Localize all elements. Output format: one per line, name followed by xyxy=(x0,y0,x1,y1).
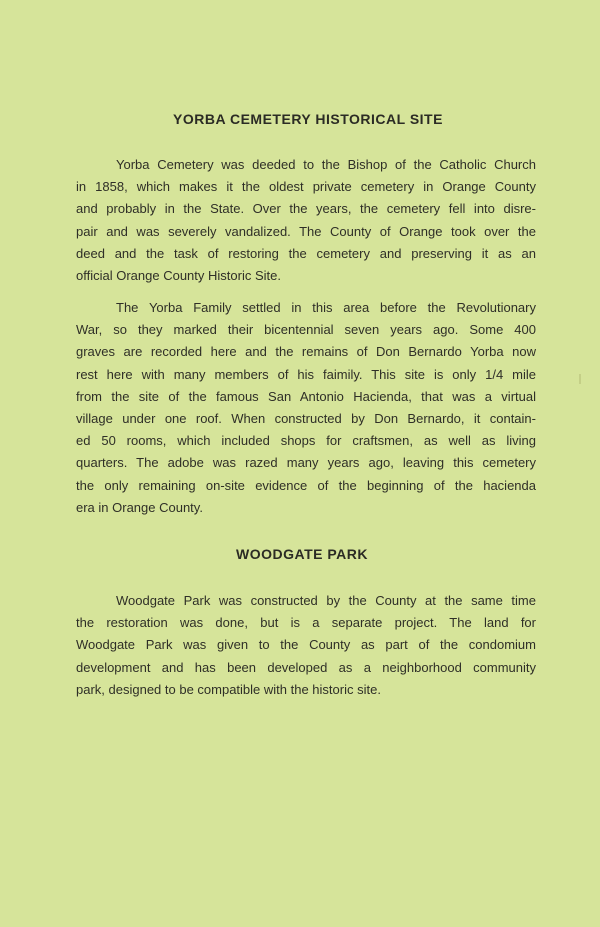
text-line: in 1858, which makes it the oldest private cemetery in Orange County xyxy=(76,179,536,195)
text-line: park, designed to be compatible with the historic site. xyxy=(76,681,381,697)
text-line: village under one roof. When constructed by Don Bernardo, it contain- xyxy=(76,411,536,427)
text-line: the only remaining on-site evidence of the beginning of the hacienda xyxy=(76,477,536,493)
text-line: The Yorba Family settled in this area before the Revolutionary xyxy=(116,300,536,315)
text-line: ed 50 rooms, which included shops for craftsmen, as well as living xyxy=(76,433,536,449)
section-heading-yorba-cemetery: YORBA CEMETERY HISTORICAL SITE xyxy=(173,111,443,127)
text-line: the restoration was done, but is a separate project. The land for xyxy=(76,615,536,631)
paragraph-yorba-family xyxy=(76,297,536,519)
paragraph-woodgate-park xyxy=(76,590,536,701)
text-line: and probably in the State. Over the years, the cemetery fell into disre- xyxy=(76,201,536,217)
text-line: Woodgate Park was constructed by the County at the same time xyxy=(116,593,536,608)
text-line: official Orange County Historic Site. xyxy=(76,268,281,284)
section-heading-woodgate-park: WOODGATE PARK xyxy=(236,546,368,562)
text-line: Yorba Cemetery was deeded to the Bishop of the Catholic Church xyxy=(116,157,536,172)
text-line: from the site of the famous San Antonio Hacienda, that was a virtual xyxy=(76,388,536,404)
text-line: era in Orange County. xyxy=(76,499,203,515)
text-line: quarters. The adobe was razed many years ago, leaving this cemetery xyxy=(76,455,536,471)
text-line: pair and was severely vandalized. The County of Orange took over the xyxy=(76,223,536,239)
text-line: development and has been developed as a neighborhood community xyxy=(76,659,536,675)
text-line: deed and the task of restoring the cemetery and preserving it as an xyxy=(76,245,536,261)
text-line: War, so they marked their bicentennial seven years ago. Some 400 xyxy=(76,322,536,338)
paper-speck xyxy=(579,374,581,384)
text-line: rest here with many members of his faimily. This site is only 1/4 mile xyxy=(76,366,536,382)
text-line: graves are recorded here and the remains of Don Bernardo Yorba now xyxy=(76,344,536,360)
paragraph-cemetery-history xyxy=(76,154,536,287)
text-line: Woodgate Park was given to the County as part of the condomium xyxy=(76,637,536,653)
